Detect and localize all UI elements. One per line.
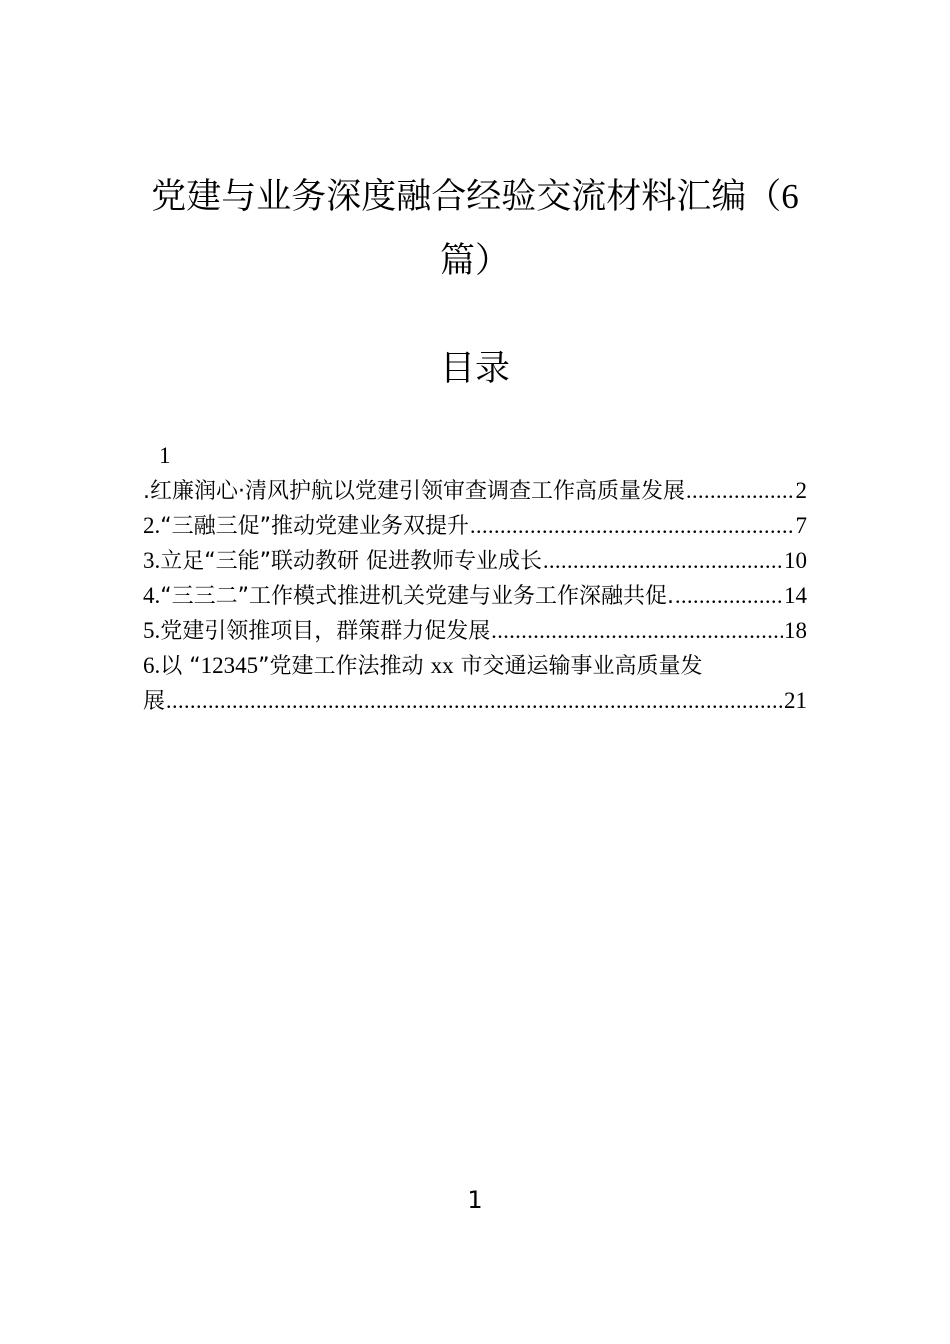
toc-entry-page: 2 — [795, 478, 807, 503]
toc-entry-title — [143, 508, 469, 544]
toc-entry[interactable] — [143, 473, 807, 508]
toc-lead-number-line — [143, 438, 807, 473]
toc-entry-text: 市交通运输事业高质量发 — [453, 654, 703, 679]
toc-entry-title — [143, 578, 674, 614]
toc-entry-prefix: 2. — [143, 513, 161, 538]
title-count: 6 — [781, 177, 799, 216]
toc-entry-page: 18 — [784, 618, 807, 643]
toc-entry-prefix: 3. — [143, 548, 161, 573]
toc-leader-dots — [470, 508, 794, 543]
toc-leader-dots — [543, 543, 783, 578]
toc-leader-dots — [166, 683, 783, 718]
toc-entry[interactable] — [143, 543, 807, 578]
document-title — [140, 165, 810, 293]
toc-leader-dots — [686, 473, 795, 508]
table-of-contents — [143, 438, 807, 718]
toc-entry-title — [143, 648, 703, 684]
toc-entry-page: 10 — [784, 548, 807, 573]
toc-entry-prefix: 6. — [143, 653, 161, 678]
toc-heading: 目录 — [439, 349, 510, 389]
toc-entry-text: ”党建工作法推动 — [258, 654, 431, 679]
toc-entry-title — [143, 473, 685, 509]
toc-entry-title — [143, 543, 542, 579]
toc-entry-prefix: 5. — [143, 618, 161, 643]
toc-entry[interactable] — [143, 613, 807, 648]
toc-entry-page: 21 — [784, 688, 807, 713]
toc-lead-number: 1 — [159, 443, 171, 468]
toc-entry-title-continued: 展 — [143, 689, 166, 714]
toc-leader-dots — [675, 578, 783, 613]
toc-entry-prefix: 4. — [143, 583, 161, 608]
toc-entry-title — [143, 613, 490, 649]
toc-entry-page: 7 — [795, 513, 807, 538]
toc-entry-placeholder: xx — [430, 653, 454, 678]
toc-entry[interactable] — [143, 578, 807, 613]
toc-entry-wrapped-second-line[interactable] — [143, 683, 807, 718]
toc-entry-text: 以 “ — [160, 654, 201, 679]
toc-entry-page: 14 — [784, 583, 807, 608]
toc-entry-text: “三三二”工作模式推进机关党建与业务工作深融共促. — [160, 584, 675, 609]
toc-entry-text: “三融三促”推动党建业务双提升 — [160, 514, 470, 539]
toc-entry-wrapped-first-line[interactable] — [143, 648, 807, 683]
toc-entry-text: 党建引领推项目，群策群力促发展 — [160, 619, 491, 644]
title-line-2: 篇） — [439, 241, 510, 281]
title-line-1 — [140, 165, 810, 229]
toc-entry-text: 立足“三能”联动教研 促进教师专业成长 — [160, 549, 543, 574]
toc-entry[interactable] — [143, 508, 807, 543]
title-text: 党建与业务深度融合经验交流材料汇编（ — [151, 177, 782, 217]
page-number: 1 — [467, 1186, 483, 1214]
toc-leader-dots — [491, 613, 783, 648]
toc-entry-text: .红廉润心·清风护航以党建引领审查调查工作高质量发展 — [143, 479, 685, 504]
toc-entry-number: 12345 — [200, 653, 259, 678]
